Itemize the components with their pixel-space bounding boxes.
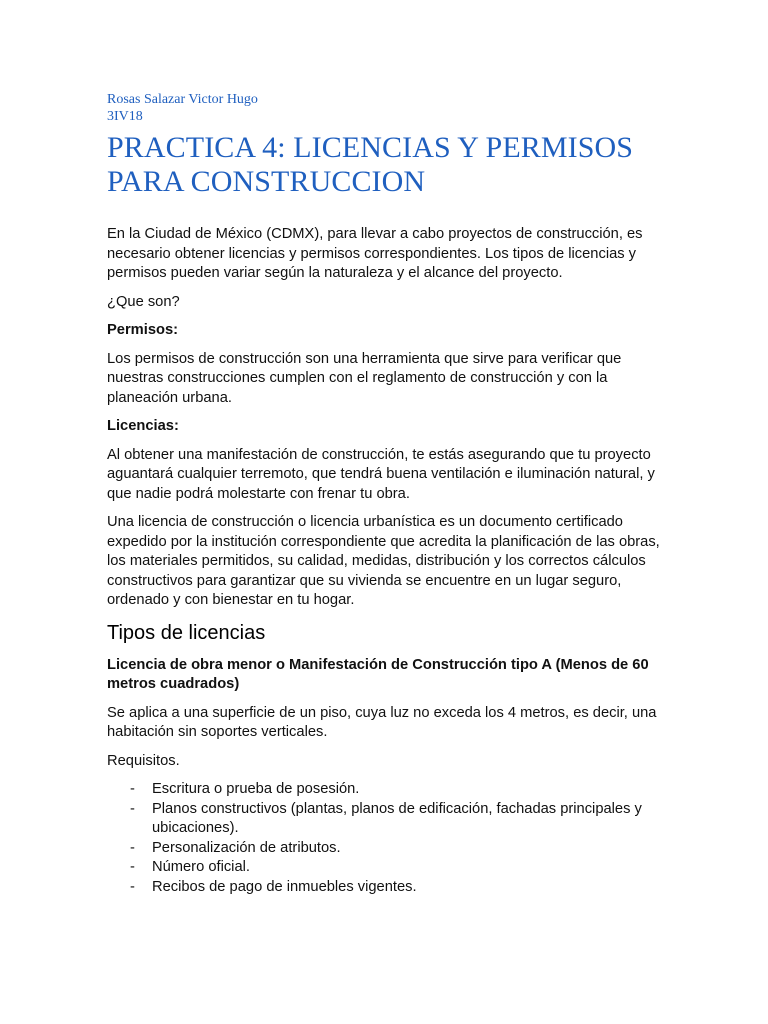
document-title-line-1: PRACTICA 4: LICENCIAS Y PERMISOS bbox=[107, 131, 634, 164]
author-name: Rosas Salazar Victor Hugo bbox=[107, 92, 258, 107]
requisitos-label: Requisitos. bbox=[107, 752, 180, 769]
student-group: 3IV18 bbox=[107, 109, 143, 124]
list-item-text: Recibos de pago de inmuebles vigentes. bbox=[152, 878, 417, 895]
intro-paragraph: En la Ciudad de México (CDMX), para llevar a cabo proyectos de construcción, es necesario obtener licencias y permisos correspondientes. Los tipos de licencias y permisos pueden variar según la naturaleza y el alcance del proyecto. bbox=[107, 226, 643, 281]
list-item-text: Número oficial. bbox=[152, 859, 250, 875]
list-item bbox=[107, 780, 667, 800]
licencias-paragraph-2: Una licencia de construcción o licencia urbanística es un documento certificado expedido por la institución correspondiente que acredita la planificación de las obras, los materiales permitidos, su calidad, medidas, distribución y los correctos cálculos constructivos para garantizar que su vivienda se encuentre en un lugar seguro, ordenado y con bienestar en tu hogar. bbox=[107, 514, 660, 608]
list-item-text: Personalización de atributos. bbox=[152, 839, 341, 856]
list-dash: - bbox=[130, 800, 135, 817]
permisos-label: Permisos: bbox=[107, 322, 179, 338]
document-title bbox=[107, 131, 667, 199]
document-body bbox=[107, 225, 667, 897]
licencias-label: Licencias: bbox=[107, 418, 179, 434]
list-item bbox=[107, 858, 667, 878]
licencias-paragraph-1: Al obtener una manifestación de construcción, te estás asegurando que tu proyecto aguantará cualquier terremoto, que tendrá buena ventilación e iluminación natural, y que nadie podrá molestarte con frenar tu obra. bbox=[107, 446, 655, 502]
document-title-line-2: PARA CONSTRUCCION bbox=[107, 165, 426, 198]
list-dash: - bbox=[130, 839, 135, 856]
question-line: ¿Que son? bbox=[107, 293, 180, 310]
tipos-heading: Tipos de licencias bbox=[107, 621, 266, 644]
list-dash: - bbox=[130, 878, 135, 895]
licencia-a-paragraph: Se aplica a una superficie de un piso, cuya luz no exceda los 4 metros, es decir, una habitación sin soportes verticales. bbox=[107, 704, 657, 740]
document-content bbox=[107, 91, 667, 897]
permisos-paragraph: Los permisos de construcción son una herramienta que sirve para verificar que nuestras construcciones cumplen con el reglamento de construcción y con la planeación urbana. bbox=[107, 350, 622, 406]
list-item bbox=[107, 878, 667, 898]
licencia-a-heading: Licencia de obra menor o Manifestación de Construcción tipo A (Menos de 60 metros cuadrados) bbox=[107, 656, 649, 692]
requisitos-list bbox=[107, 780, 667, 897]
list-item bbox=[107, 800, 667, 839]
list-dash: - bbox=[130, 781, 135, 797]
list-item bbox=[107, 839, 667, 859]
list-item-text: Escritura o prueba de posesión. bbox=[152, 781, 360, 797]
list-dash: - bbox=[130, 859, 135, 875]
list-item-text: Planos constructivos (plantas, planos de edificación, fachadas principales y ubicaciones). bbox=[152, 800, 642, 836]
